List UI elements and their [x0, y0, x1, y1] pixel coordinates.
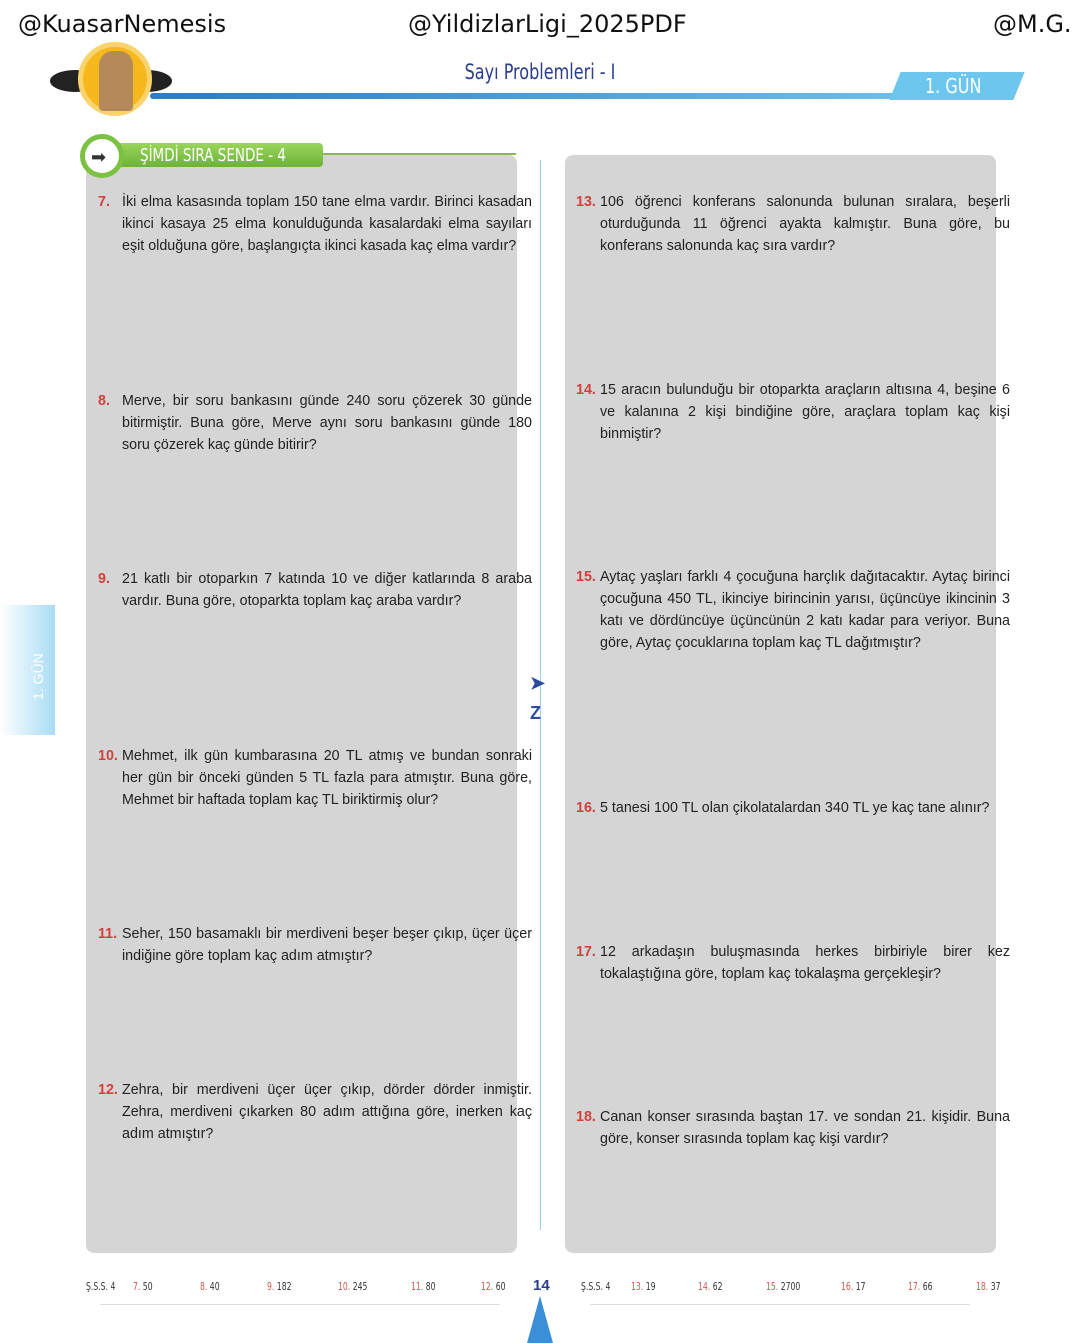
question-number: 12. [98, 1082, 118, 1098]
question-text: Aytaç yaşları farklı 4 çocuğuna harçlık dağıtacaktır. Aytaç birinci çocuğuna 450 TL, ikinciye birincinin yarısı, üçüncüye ikincinin 3 katı ve dördüncüye üçüncünün 2 katı kadar para veriyor. Buna göre, Aytaç çocuklarına toplam kaç TL dağıtmıştır? [600, 569, 1010, 651]
question-text: Seher, 150 basamaklı bir merdiveni beşer beşer çıkıp, üçer üçer indiğine göre toplam kaç adım atmıştır? [122, 926, 532, 964]
answer-value: 17 [855, 1280, 866, 1293]
answer-number: 16. [841, 1280, 854, 1293]
watermark-right: @M.G. [993, 10, 1072, 38]
question-8 [98, 390, 532, 456]
question-number: 14. [576, 382, 596, 398]
question-12 [98, 1079, 532, 1145]
question-text: Mehmet, ilk gün kumbarasına 20 TL atmış ve bundan sonraki her gün bir önceki günden 5 TL fazla para atmıştır. Buna göre, Mehmet bir haftada toplam kaç TL biriktirmiş olur? [122, 748, 532, 808]
answer-value: 80 [425, 1280, 436, 1293]
question-number: 9. [98, 571, 110, 587]
answer-number: 8. [200, 1280, 208, 1293]
question-text: 12 arkadaşın buluşmasında herkes birbiriyle birer kez tokalaştığına göre, toplam kaç tokalaşma gerçekleşir? [600, 944, 1010, 982]
answer-18 [976, 1280, 1001, 1293]
answer-11 [411, 1280, 436, 1293]
answer-value: 62 [712, 1280, 723, 1293]
question-text: 5 tanesi 100 TL olan çikolatalardan 340 TL ye kaç tane alınır? [600, 800, 990, 816]
question-text: 15 aracın bulunduğu bir otoparkta araçların altısına 4, beşine 6 ve kalanına 2 kişi bindiğine göre, araçlara toplam kaç kişi binmiştir? [600, 382, 1010, 442]
section-line [320, 153, 516, 155]
question-10 [98, 745, 532, 811]
answer-number: 9. [267, 1280, 275, 1293]
footer-line-left [100, 1304, 500, 1305]
answer-8 [200, 1280, 220, 1293]
answer-17 [908, 1280, 933, 1293]
answer-14 [698, 1280, 723, 1293]
question-16 [576, 797, 1010, 819]
question-9 [98, 568, 532, 612]
question-number: 8. [98, 393, 110, 409]
answer-16 [841, 1280, 866, 1293]
question-11 [98, 923, 532, 967]
question-14 [576, 379, 1010, 445]
section-title: ŞİMDİ SIRA SENDE - 4 [140, 145, 286, 166]
answer-value: 66 [922, 1280, 933, 1293]
side-tab [0, 605, 55, 735]
page-number: 14 [533, 1277, 550, 1294]
right-panel [565, 155, 996, 1253]
question-number: 10. [98, 748, 118, 764]
section-badge [80, 134, 124, 178]
question-17 [576, 941, 1010, 985]
question-18 [576, 1106, 1010, 1150]
side-tab-label: 1. GÜN [30, 653, 46, 700]
answer-13 [631, 1280, 656, 1293]
question-text: 21 katlı bir otoparkın 7 katında 10 ve diğer katlarında 8 araba vardır. Buna göre, otoparkta toplam kaç araba vardır? [122, 571, 532, 609]
answer-value: 50 [142, 1280, 153, 1293]
question-text: İki elma kasasında toplam 150 tane elma vardır. Birinci kasadan ikinci kasaya 25 elma konulduğunda kasalardaki elma sayıları eşit olduğuna göre, başlangıçta ikinci kasada kaç elma vardır? [122, 194, 532, 254]
answer-value: 60 [495, 1280, 506, 1293]
question-text: Zehra, bir merdiveni üçer üçer çıkıp, dörder dörder inmiştir. Zehra, merdiveni çıkarken 80 adım attığına göre, inerken kaç adım atmıştır? [122, 1082, 532, 1142]
answer-number: 13. [631, 1280, 644, 1293]
answer-value: 245 [352, 1280, 368, 1293]
question-text: Canan konser sırasında baştan 17. ve sondan 21. kişidir. Buna göre, konser sırasında toplam kaç kişi vardır? [600, 1109, 1010, 1147]
page-marker [527, 1296, 553, 1343]
watermark-left: @KuasarNemesis [18, 10, 227, 38]
question-text: 106 öğrenci konferans salonunda bulunan sıralara, beşerli oturduğunda 11 öğrenci ayakta kalmıştır. Buna göre, bu konferans salonunda kaç sıra vardır? [600, 194, 1010, 254]
answer-10 [338, 1280, 367, 1293]
arrow-icon: ➡ [91, 147, 107, 167]
answer-number: 15. [766, 1280, 779, 1293]
page-title: Sayı Problemleri - I [464, 60, 616, 84]
answer-value: 37 [990, 1280, 1001, 1293]
question-number: 16. [576, 800, 596, 816]
question-15 [576, 566, 1010, 654]
question-number: 13. [576, 194, 596, 210]
question-number: 11. [98, 926, 118, 942]
question-text: Merve, bir soru bankasını günde 240 soru çözerek 30 günde bitirmiştir. Buna göre, Merve aynı soru bankasını günde 180 soru çözerek kaç günde bitirir? [122, 393, 532, 453]
answer-15 [766, 1280, 800, 1293]
answer-number: 14. [698, 1280, 711, 1293]
answer-value: 2700 [780, 1280, 801, 1293]
answer-number: 10. [338, 1280, 351, 1293]
publisher-logo: ➤ Z [530, 673, 546, 723]
question-7 [98, 191, 532, 257]
answer-value: 182 [276, 1280, 292, 1293]
answer-number: 17. [908, 1280, 921, 1293]
answer-7 [133, 1280, 153, 1293]
question-number: 17. [576, 944, 596, 960]
header-bar [150, 93, 930, 99]
question-number: 15. [576, 569, 596, 585]
question-number: 7. [98, 194, 110, 210]
answer-key-right-label: Ş.S.S. 4 [581, 1280, 611, 1293]
answer-key-left-label: Ş.S.S. 4 [86, 1280, 116, 1293]
answer-number: 7. [133, 1280, 141, 1293]
answer-value: 19 [645, 1280, 656, 1293]
section-banner [118, 143, 323, 167]
answer-number: 12. [481, 1280, 494, 1293]
question-number: 18. [576, 1109, 596, 1125]
footer-line-right [590, 1304, 970, 1305]
answer-value: 40 [209, 1280, 220, 1293]
answer-number: 11. [411, 1280, 424, 1293]
watermark-center: @YildizlarLigi_2025PDF [408, 10, 687, 38]
question-13 [576, 191, 1010, 257]
day-label: 1. GÜN [925, 74, 982, 98]
answer-9 [267, 1280, 292, 1293]
answer-number: 18. [976, 1280, 989, 1293]
answer-12 [481, 1280, 506, 1293]
